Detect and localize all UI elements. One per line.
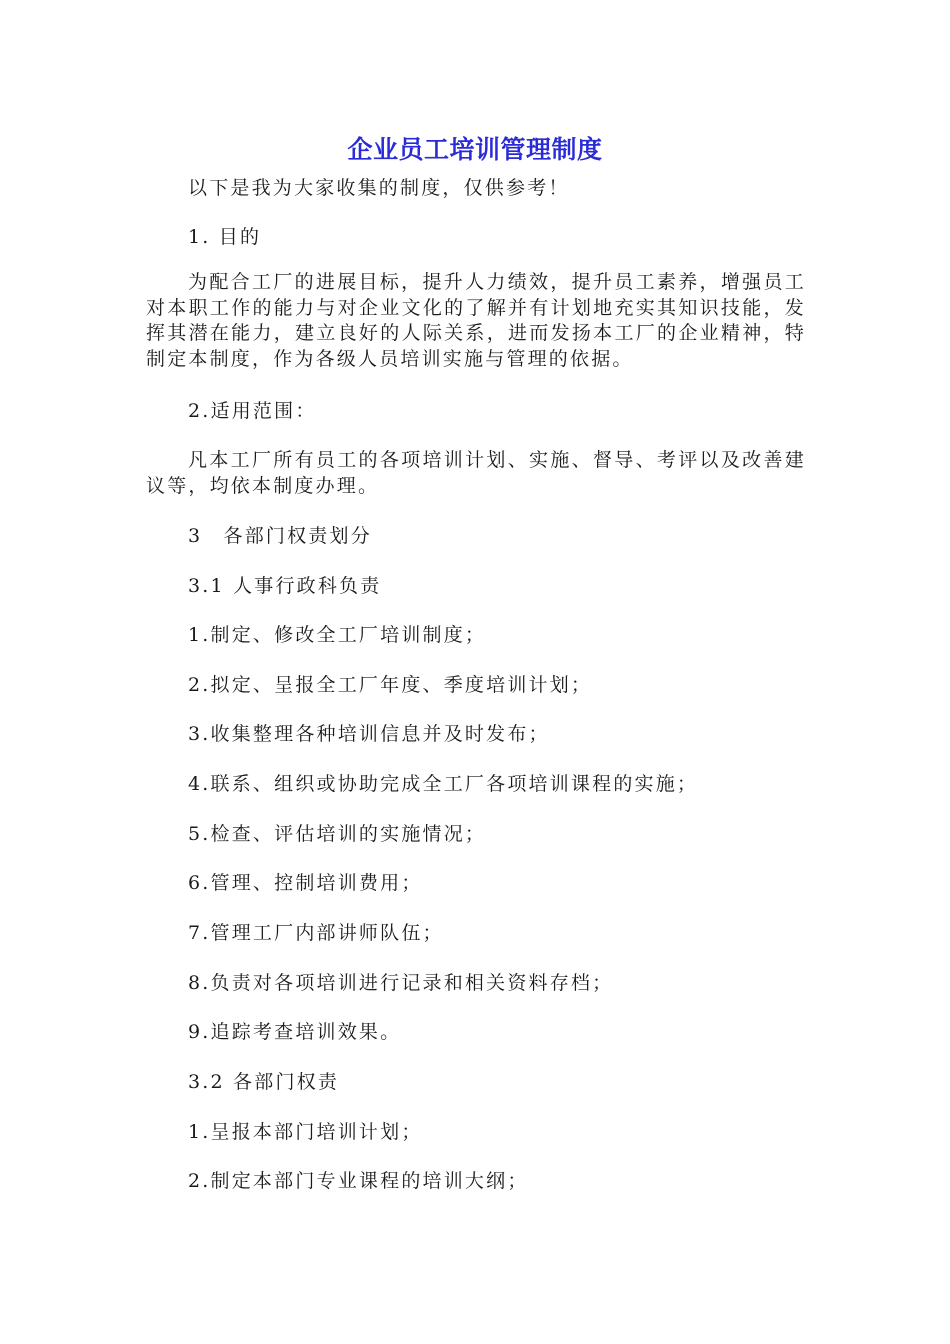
section1-paragraph: 为配合工厂的进展目标，提升人力绩效，提升员工素养，增强员工对本职工作的能力与对企业文化的了解并有计划地充实其知识技能，发挥其潜在能力，建立良好的人际关系，进而发扬本工厂的企业精神，特制定本制度，作为各级人员培训实施与管理的依据。	[146, 271, 806, 370]
list-item: 4.联系、组织或协助完成全工厂各项培训课程的实施；	[188, 773, 699, 795]
section1-heading: 1. 目的	[188, 226, 262, 248]
list-item: 3.收集整理各种培训信息并及时发布；	[188, 723, 550, 745]
list-item: 2.制定本部门专业课程的培训大纲；	[188, 1170, 529, 1192]
list-item: 7.管理工厂内部讲师队伍；	[188, 922, 444, 944]
section3-2-heading: 3.2 各部门权责	[188, 1071, 340, 1093]
list-item: 6.管理、控制培训费用；	[188, 872, 423, 894]
list-item: 1.呈报本部门培训计划；	[188, 1121, 423, 1143]
section2-paragraph: 凡本工厂所有员工的各项培训计划、实施、督导、考评以及改善建议等，均依本制度办理。	[146, 449, 806, 497]
list-item: 5.检查、评估培训的实施情况；	[188, 823, 487, 845]
intro-text: 以下是我为大家收集的制度，仅供参考！	[188, 177, 570, 199]
section3-heading: 3 各部门权责划分	[188, 525, 372, 547]
document-title: 企业员工培训管理制度	[347, 135, 603, 164]
section2-heading: 2.适用范围：	[188, 400, 317, 422]
list-item: 9.追踪考查培训效果。	[188, 1021, 402, 1043]
list-item: 8.负责对各项培训进行记录和相关资料存档；	[188, 972, 614, 994]
list-item: 2.拟定、呈报全工厂年度、季度培训计划；	[188, 674, 593, 696]
list-item: 1.制定、修改全工厂培训制度；	[188, 624, 487, 646]
section3-1-heading: 3.1 人事行政科负责	[188, 575, 382, 597]
